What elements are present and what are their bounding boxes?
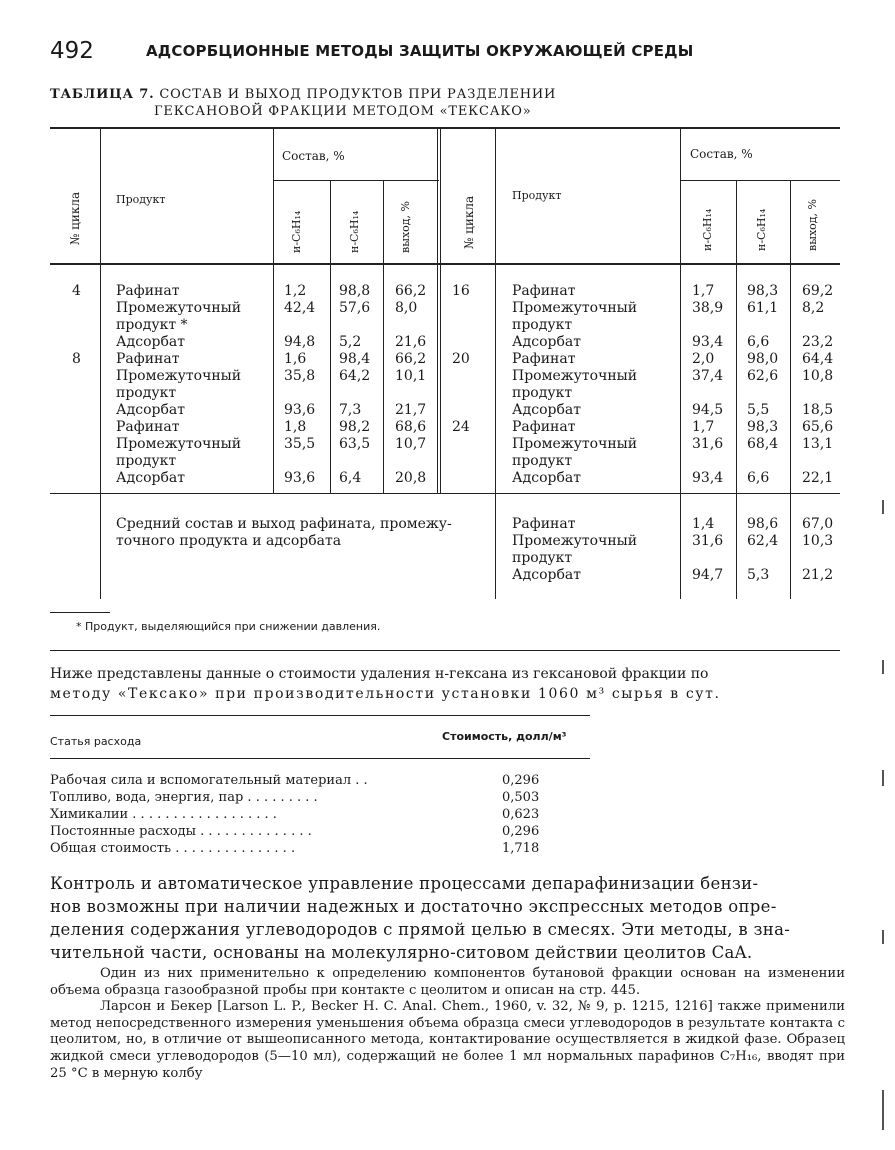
product-cell: продукт [116,453,177,469]
yield-cell: 21,2 [802,567,834,583]
norm-cell: 63,5 [339,436,371,452]
norm-cell: 62,4 [747,533,779,549]
page-header [50,38,870,68]
norm-cell: 62,6 [747,368,779,384]
yield-cell: 64,4 [802,351,834,367]
composition-rule-left [273,180,439,181]
product-cell: продукт [512,317,573,333]
product-cell: Промежуточный [512,368,638,384]
main-paragraph [50,872,845,964]
main-line4: чительной части, основаны на молекулярно-ситовом действии цеолитов CaA. [50,943,753,962]
product-cell: продукт [116,385,177,401]
norm-cell: 5,5 [747,402,770,418]
table7-caption-number: ТАБЛИЦА 7. [50,87,155,102]
cost-header-value: Стоимость, долл/м³ [442,730,567,743]
product-cell: Промежуточный [116,368,242,384]
table-end-rule [50,650,840,651]
cost-item: Химикалии . . . . . . . . . . . . . . . . . . [50,807,277,822]
summary-top-rule [50,493,840,494]
product-cell: Адсорбат [512,567,581,583]
yield-cell: 8,0 [395,300,418,316]
vline-mid-a [437,129,438,493]
table-footnote: * Продукт, выделяющийся при снижении давления. [76,620,381,633]
table7-caption [50,86,556,120]
product-cell: Рафинат [116,419,180,435]
yield-cell: 8,2 [802,300,825,316]
yield-cell: 68,6 [395,419,427,435]
cost-value: 0,296 [502,824,540,839]
product-cell: Рафинат [116,283,180,299]
iso-cell: 94,8 [284,334,316,350]
yield-cell: 22,1 [802,470,834,486]
header-norm-right: н-C₆H₁₄ [755,208,768,251]
iso-cell: 31,6 [692,436,724,452]
product-cell: Рафинат [116,351,180,367]
small-paragraph-1: Один из них применительно к определению компонентов бутановой фракции основан на изменении объема образца газообразной пробы при контакте с цеолитом и описан на стр. 445. [50,966,845,998]
yield-cell: 69,2 [802,283,834,299]
scan-mark [882,770,884,786]
header-bottom-rule [50,263,840,265]
yield-cell: 10,7 [395,436,427,452]
product-cell: продукт [512,385,573,401]
yield-cell: 10,8 [802,368,834,384]
vline-iso-left [273,129,274,493]
iso-cell: 93,4 [692,334,724,350]
iso-cell: 94,5 [692,402,724,418]
vline-yield-right [790,181,791,599]
norm-cell: 5,3 [747,567,770,583]
product-cell: Адсорбат [116,470,185,486]
product-cell: Адсорбат [512,402,581,418]
iso-cell: 94,7 [692,567,724,583]
norm-cell: 6,6 [747,470,770,486]
running-title: АДСОРБЦИОННЫЕ МЕТОДЫ ЗАЩИТЫ ОКРУЖАЮЩЕЙ СРЕДЫ [146,42,694,60]
product-cell: Промежуточный [512,300,638,316]
header-yield-left: выход, % [399,201,412,253]
iso-cell: 37,4 [692,368,724,384]
vline-product-right [495,129,496,599]
iso-cell: 1,4 [692,516,715,532]
cost-value: 0,296 [502,773,540,788]
scan-mark [882,500,884,514]
norm-cell: 98,3 [747,283,779,299]
iso-cell: 35,8 [284,368,316,384]
norm-cell: 98,4 [339,351,371,367]
header-norm-left: н-C₆H₁₄ [348,210,361,253]
yield-cell: 18,5 [802,402,834,418]
yield-cell: 23,2 [802,334,834,350]
norm-cell: 64,2 [339,368,371,384]
intro-line1: Ниже представлены данные о стоимости удаления н-гексана из гексановой фракции по [50,666,709,682]
product-cell: Рафинат [512,351,576,367]
product-cell: Адсорбат [512,334,581,350]
norm-cell: 68,4 [747,436,779,452]
yield-cell: 65,6 [802,419,834,435]
cycle-cell: 4 [72,283,81,299]
vline-norm-left [330,181,331,493]
norm-cell: 7,3 [339,402,362,418]
product-cell: Рафинат [512,419,576,435]
header-cycle-right: № цикла [462,195,476,249]
small-print-paragraphs [50,966,845,1082]
cost-value: 0,503 [502,790,540,805]
main-line3: деления содержания углеводородов с прямой целью в смесях. Эти методы, в зна- [50,920,791,939]
yield-cell: 20,8 [395,470,427,486]
product-cell: продукт * [116,317,188,333]
norm-cell: 6,6 [747,334,770,350]
product-cell: Промежуточный [512,533,638,549]
norm-cell: 6,4 [339,470,362,486]
iso-cell: 1,8 [284,419,307,435]
product-cell: Адсорбат [512,470,581,486]
product-cell: Адсорбат [116,334,185,350]
yield-cell: 13,1 [802,436,834,452]
iso-cell: 93,6 [284,470,316,486]
cost-header-item: Статья расхода [50,735,142,748]
cost-header-rule [50,758,590,759]
cost-top-rule [50,715,590,716]
yield-cell: 10,1 [395,368,427,384]
header-composition-left: Состав, % [282,149,345,163]
norm-cell: 61,1 [747,300,779,316]
cycle-cell: 20 [452,351,470,367]
yield-cell: 66,2 [395,351,427,367]
iso-cell: 1,6 [284,351,307,367]
page-number: 492 [50,38,94,64]
table7-caption-line2: ГЕКСАНОВОЙ ФРАКЦИИ МЕТОДОМ «ТЕКСАКО» [154,104,532,119]
footnote-rule [50,612,110,613]
summary-label: точного продукта и адсорбата [116,533,342,549]
cycle-cell: 24 [452,419,470,435]
iso-cell: 1,2 [284,283,307,299]
composition-rule-right [680,180,840,181]
iso-cell: 38,9 [692,300,724,316]
cost-value: 0,623 [502,807,540,822]
iso-cell: 31,6 [692,533,724,549]
product-cell: Адсорбат [116,402,185,418]
iso-cell: 93,6 [284,402,316,418]
iso-cell: 2,0 [692,351,715,367]
vline-cycle [100,129,101,599]
iso-cell: 1,7 [692,419,715,435]
header-product-right: Продукт [512,189,562,202]
cost-item: Общая стоимость . . . . . . . . . . . . . . . [50,841,296,856]
main-line1: Контроль и автоматическое управление процессами депарафинизации бензи- [50,874,759,893]
norm-cell: 98,2 [339,419,371,435]
header-iso-right: и-C₆H₁₄ [701,208,714,251]
product-cell: продукт [512,453,573,469]
product-cell: продукт [512,550,573,566]
header-product-left: Продукт [116,193,166,206]
header-cycle-left: № цикла [68,191,82,245]
intro-paragraph [50,664,845,704]
header-yield-right: выход, % [806,199,819,251]
iso-cell: 35,5 [284,436,316,452]
intro-line2: методу «Тексако» при производительности установки 1060 м³ сырья в сут. [50,686,721,702]
vline-mid-b [440,129,441,493]
cost-value: 1,718 [502,841,540,856]
yield-cell: 66,2 [395,283,427,299]
norm-cell: 98,0 [747,351,779,367]
product-cell: Промежуточный [116,300,242,316]
product-cell: Рафинат [512,516,576,532]
scan-mark [882,1090,884,1130]
product-cell: Рафинат [512,283,576,299]
norm-cell: 98,6 [747,516,779,532]
main-line2: нов возможны при наличии надежных и достаточно экспрессных методов опре- [50,897,777,916]
vline-yield-left [383,181,384,493]
product-cell: Промежуточный [116,436,242,452]
cost-item: Рабочая сила и вспомогательный материал . . [50,773,368,788]
cost-item: Топливо, вода, энергия, пар . . . . . . . . . [50,790,318,805]
summary-label: Средний состав и выход рафината, промежу- [116,516,452,532]
iso-cell: 93,4 [692,470,724,486]
yield-cell: 21,6 [395,334,427,350]
header-composition-right: Состав, % [690,147,753,161]
scan-mark [882,930,884,944]
table-top-rule [50,127,840,129]
iso-cell: 42,4 [284,300,316,316]
norm-cell: 5,2 [339,334,362,350]
norm-cell: 57,6 [339,300,371,316]
product-cell: Промежуточный [512,436,638,452]
cost-item: Постоянные расходы . . . . . . . . . . . . . . [50,824,312,839]
iso-cell: 1,7 [692,283,715,299]
small-paragraph-2: Ларсон и Бекер [Larson L. P., Becker H. C. Anal. Chem., 1960, v. 32, № 9, p. 1215, 1216] также применили метод непосредственного измерения уменьшения объема образца смеси углеводородов в результате контакта с цеолитом, но, в отличие от вышеописанного метода, контактирование осуществляется в жидкой фазе. Образец жидкой смеси углеводородов (5—10 мл), содержащий не более 1 мл нормальных парафинов C₇H₁₆, вводят при 25 °C в мерную колбу [50,999,845,1081]
cycle-cell: 8 [72,351,81,367]
yield-cell: 21,7 [395,402,427,418]
header-iso-left: и-C₆H₁₄ [290,210,303,253]
table7-caption-line1: СОСТАВ И ВЫХОД ПРОДУКТОВ ПРИ РАЗДЕЛЕНИИ [159,87,557,102]
yield-cell: 10,3 [802,533,834,549]
cost-table [50,713,590,863]
norm-cell: 98,8 [339,283,371,299]
vline-iso-right [680,129,681,599]
norm-cell: 98,3 [747,419,779,435]
cycle-cell: 16 [452,283,470,299]
table7 [50,127,840,607]
scan-mark [882,660,884,674]
vline-norm-right [736,181,737,599]
yield-cell: 67,0 [802,516,834,532]
